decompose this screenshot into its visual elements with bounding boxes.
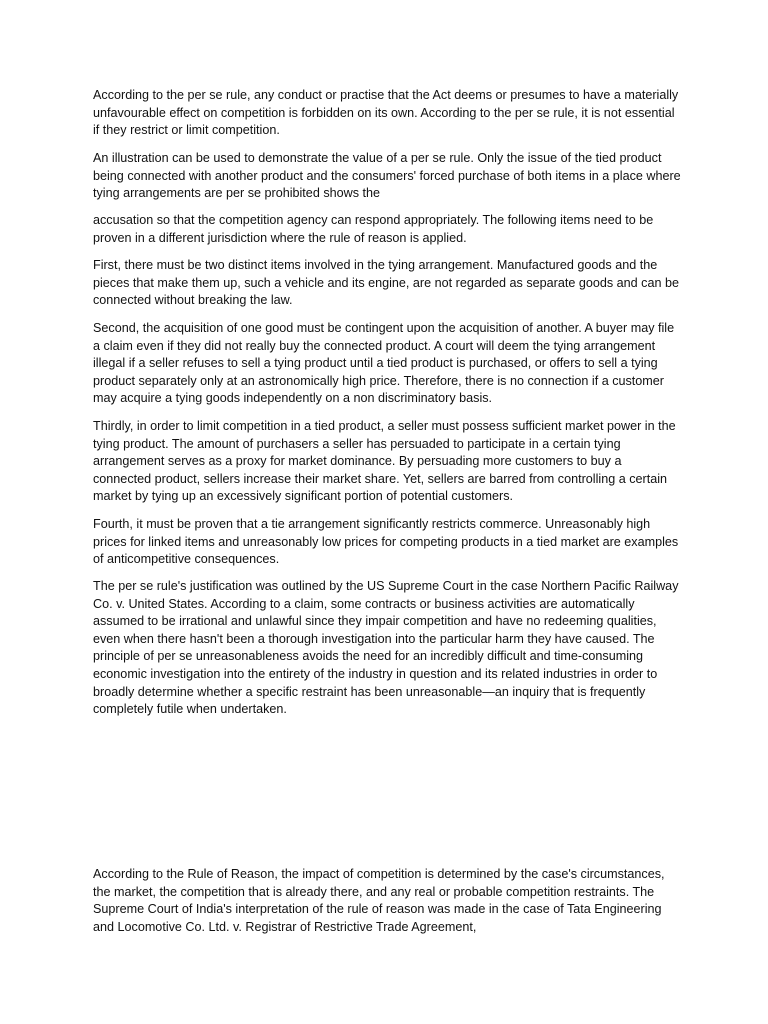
paragraph-northern-pacific-justification: The per se rule's justification was outlined by the US Supreme Court in the case Northern Pacific Railway Co. v. United States. According to a claim, some contracts or business activities are automatically assumed to be irrational and unlawful since they impair competition and have no redeeming qualities, even when there hasn't been a thorough investigation into the particular harm they have caused. The principle of per se unreasonableness avoids the need for an incredibly difficult and time-consuming economic investigation into the entirety of the industry in question and its related industries in order to broadly determine whether a specific restraint has been unreasonable—an inquiry that is frequently completely futile when undertaken. — [93, 579, 679, 717]
paragraph-rule-of-reason: According to the Rule of Reason, the impact of competition is determined by the case's circumstances, the market, the competition that is already there, and any real or probable competition restraints. The Supreme Court of India's interpretation of the rule of reason was made in the case of Tata Engineering and Locomotive Co. Ltd. v. Registrar of Restrictive Trade Agreement, — [93, 867, 665, 934]
paragraph-per-se-rule-definition: According to the per se rule, any conduct or practise that the Act deems or presumes to have a materially unfavourable effect on competition is forbidden on its own. According to the per se rule, it is not essential if they restrict or limit competition. — [93, 88, 679, 138]
paragraph-accusation: accusation so that the competition agency can respond appropriately. The following items need to be proven in a different jurisdiction where the rule of reason is applied. — [93, 213, 654, 245]
paragraph-third-market-power: Thirdly, in order to limit competition in a tied product, a seller must possess sufficient market power in the tying product. The amount of purchasers a seller has persuaded to participate in a certain tying arrangement serves as a proxy for market dominance. By persuading more customers to buy a connected product, sellers increase their market share. Yet, sellers are barred from controlling a certain market by tying up an excessively significant portion of potential customers. — [93, 419, 676, 504]
paragraph-first-distinct-items: First, there must be two distinct items involved in the tying arrangement. Manufactured goods and the pieces that make them up, such a vehicle and its engine, are not regarded as separate goods and can be connected without breaking the law. — [93, 258, 679, 308]
paragraph-illustration: An illustration can be used to demonstrate the value of a per se rule. Only the issue of the tied product being connected with another product and the consumers' forced purchase of both items in a place where tying arrangements are per se prohibited shows the — [93, 151, 681, 201]
paragraph-second-contingent-acquisition: Second, the acquisition of one good must be contingent upon the acquisition of another. A buyer may file a claim even if they did not really buy the connected product. A court will deem the tying arrangement illegal if a seller refuses to sell a tying product until a tied product is purchased, or offers to sell a tying product separately only at an astronomically high price. Therefore, there is no connection if a customer may acquire a tying goods independently on a non discriminatory basis. — [93, 321, 675, 406]
paragraph-fourth-restricts-commerce: Fourth, it must be proven that a tie arrangement significantly restricts commerce. Unreasonably high prices for linked items and unreasonably low prices for competing products in a tied market are examples of anticompetitive consequences. — [93, 517, 679, 567]
